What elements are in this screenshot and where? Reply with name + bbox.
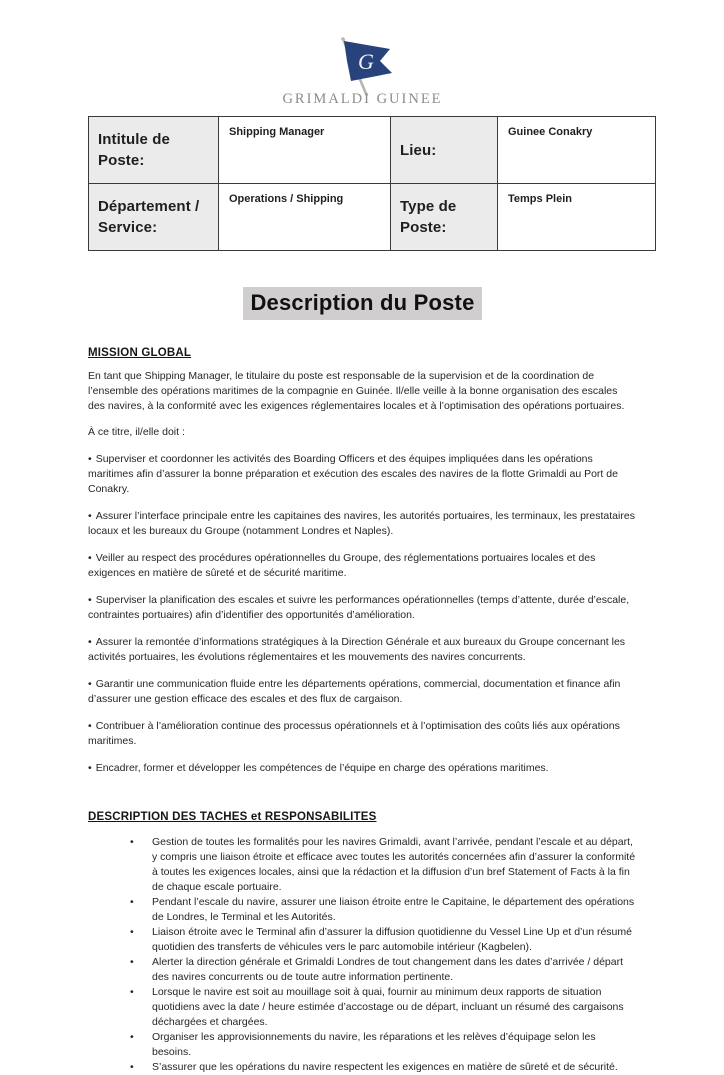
mission-bullet-item bbox=[88, 509, 637, 539]
bullet-icon: • bbox=[88, 720, 92, 732]
page-title: Description du Poste bbox=[243, 287, 481, 320]
task-list-item bbox=[88, 835, 637, 895]
bullet-icon: • bbox=[88, 453, 92, 465]
bullet-icon: • bbox=[130, 1031, 134, 1043]
bullet-icon: • bbox=[130, 986, 134, 998]
task-text: Gestion de toutes les formalités pour les navires Grimaldi, avant l’arrivée, pendant l’escale et au départ, y compris une liaison étroite et efficace avec toutes les autorités concernées afin d’assurer la conformité à toutes les exigences locales, ainsi que la rédaction et la diffusion d’un bref Statement of Facts à la fin de chaque escale portuaire. bbox=[152, 836, 636, 893]
table-row bbox=[89, 184, 656, 251]
field-value-contract-type: Temps Plein bbox=[498, 184, 656, 251]
field-label-type-de-poste: Type de Poste: bbox=[391, 184, 498, 251]
mission-bullet-item bbox=[88, 719, 637, 749]
job-info-table bbox=[88, 116, 656, 251]
brand-name: GRIMALDI GUINEE bbox=[282, 91, 443, 107]
mission-lead-in: À ce titre, il/elle doit : bbox=[88, 426, 185, 438]
mission-bullet-item bbox=[88, 761, 637, 776]
table-row bbox=[89, 117, 656, 184]
task-list-item bbox=[88, 925, 637, 955]
mission-bullet-item bbox=[88, 452, 637, 497]
flag-letter: G bbox=[357, 49, 374, 74]
field-label-lieu: Lieu: bbox=[391, 117, 498, 184]
mission-bullet-text: Superviser la planification des escales et suivre les performances opérationnelles (temps d’attente, durée d’escale, contraintes portuaires) afin d’identifier des opportunités d’amélioration. bbox=[88, 594, 630, 621]
bullet-icon: • bbox=[130, 1061, 134, 1073]
bullet-icon: • bbox=[130, 836, 134, 848]
task-text: S’assurer que les opérations du navire respectent les exigences en matière de sûreté et de sécurité. bbox=[152, 1061, 618, 1073]
task-list-item bbox=[88, 1030, 637, 1060]
bullet-icon: • bbox=[88, 552, 92, 564]
field-value-job-title: Shipping Manager bbox=[219, 117, 391, 184]
bullet-icon: • bbox=[88, 510, 92, 522]
bullet-icon: • bbox=[130, 926, 134, 938]
task-list-item bbox=[88, 895, 637, 925]
task-text: Pendant l’escale du navire, assurer une liaison étroite entre le Capitaine, le département des opérations de Londres, le Terminal et les Autorités. bbox=[152, 896, 635, 923]
task-text: Alerter la direction générale et Grimaldi Londres de tout changement dans les dates d’arrivée / départ des navires concurrents ou de toute autre information pertinente. bbox=[152, 956, 624, 983]
company-logo bbox=[88, 36, 637, 108]
bullet-icon: • bbox=[88, 636, 92, 648]
mission-intro-paragraph: En tant que Shipping Manager, le titulaire du poste est responsable de la supervision et de la coordination de l’ensemble des opérations maritimes de la compagnie en Guinée. Il/elle veille à la bonne organisation des escales des navires, à la conformité avec les exigences réglementaires locales et à l’optimisation des opérations portuaires. bbox=[88, 370, 625, 412]
mission-bullet-text: Contribuer à l’amélioration continue des processus opérationnels et à l’optimisation des coûts liés aux opérations maritimes. bbox=[88, 720, 620, 747]
bullet-icon: • bbox=[130, 896, 134, 908]
title-row bbox=[88, 287, 637, 320]
mission-bullet-item bbox=[88, 593, 637, 623]
field-label-intitule-de-poste: Intitule de Poste: bbox=[89, 117, 219, 184]
bullet-icon: • bbox=[88, 678, 92, 690]
mission-bullet-item bbox=[88, 551, 637, 581]
mission-bullet-text: Assurer la remontée d’informations stratégiques à la Direction Générale et aux bureaux du Groupe concernant les activités portuaires, les évolutions réglementaires et les mouvements des navires concurrents. bbox=[88, 636, 626, 663]
mission-section bbox=[88, 347, 637, 776]
bullet-icon: • bbox=[88, 762, 92, 774]
mission-bullet-text: Veiller au respect des procédures opérationnelles du Groupe, des réglementations portuaires locales et des exigences en matière de sûreté et de sécurité maritime. bbox=[88, 552, 596, 579]
task-list-item bbox=[88, 1060, 637, 1075]
task-text: Liaison étroite avec le Terminal afin d’assurer la diffusion quotidienne du Vessel Line Up et d’un résumé quotidien des transferts de véhicules vers le parc automobile intérieur (Kagbelen). bbox=[152, 926, 632, 953]
mission-bullet-text: Assurer l’interface principale entre les capitaines des navires, les autorités portuaires, les terminaux, les prestataires locaux et les bureaux du Groupe (notamment Londres et Naples). bbox=[88, 510, 635, 537]
mission-heading: MISSION GLOBAL bbox=[88, 347, 192, 359]
tasks-section bbox=[88, 811, 637, 1075]
field-label-departement-service: Département / Service: bbox=[89, 184, 219, 251]
mission-bullet-text: Superviser et coordonner les activités des Boarding Officers et des équipes impliquées dans les opérations maritimes afin d’assurer la bonne préparation et exécution des escales des navires de la flotte Grimaldi au Port de Conakry. bbox=[88, 453, 618, 495]
bullet-icon: • bbox=[130, 956, 134, 968]
task-list-item bbox=[88, 955, 637, 985]
field-value-department: Operations / Shipping bbox=[219, 184, 391, 251]
task-text: Lorsque le navire est soit au mouillage soit à quai, fournir au minimum deux rapports de situation quotidiens avec la date / heure estimée d’accostage ou de départ, incluant un résumé des cargaisons déchargées et chargées. bbox=[152, 986, 624, 1028]
tasks-list bbox=[88, 835, 637, 1075]
bullet-icon: • bbox=[88, 594, 92, 606]
mission-bullet-item bbox=[88, 677, 637, 707]
mission-bullet-text: Garantir une communication fluide entre les départements opérations, commercial, documentation et finance afin d’assurer une gestion efficace des escales et des flux de cargaison. bbox=[88, 678, 621, 705]
mission-bullet-item bbox=[88, 635, 637, 665]
mission-bullet-text: Encadrer, former et développer les compétences de l’équipe en charge des opérations maritimes. bbox=[95, 762, 549, 774]
task-text: Organiser les approvisionnements du navire, les réparations et les relèves d’équipage selon les besoins. bbox=[152, 1031, 596, 1058]
field-value-location: Guinee Conakry bbox=[498, 117, 656, 184]
task-list-item bbox=[88, 985, 637, 1030]
tasks-heading: DESCRIPTION DES TACHES et RESPONSABILITES bbox=[88, 811, 377, 823]
grimaldi-flag-icon bbox=[320, 36, 406, 98]
